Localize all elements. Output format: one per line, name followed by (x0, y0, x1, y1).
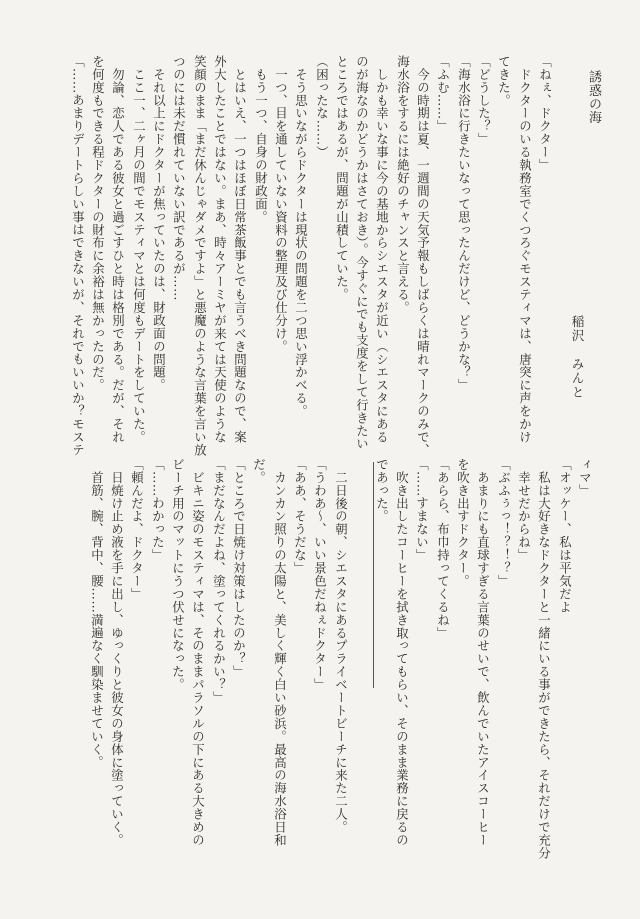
text-line: 「海水浴に行きたいなって思ったんだけど、どうかな？」 (456, 55, 472, 392)
text-line: （困ったな……） (314, 55, 330, 159)
text-line: 「まだなんだよね、塗ってくれるかい？」 (211, 458, 227, 705)
text-line: 「ぶふぅっ！？！？」 (496, 458, 512, 588)
text-line: ビキニ姿のモスティマは、そのままパラソルの下にある大きめの (190, 458, 206, 847)
text-line: 笑顔のまま「まだ休んじゃダメですよ」と悪魔のような言葉を言い放 (192, 55, 208, 457)
text-line: つのには未だ慣れていない訳であるが…… (171, 55, 187, 302)
text-line: ところではあるが、問題が山積していた。 (334, 55, 350, 302)
text-line: ここ一、二ヶ月の間でモスティマとは何度もデートをしていた。 (131, 55, 147, 444)
text-line: を吹き出すドクター。 (455, 458, 471, 588)
text-line: てきた。 (496, 55, 512, 107)
text-line: 「ねぇ、ドクター」 (537, 55, 553, 172)
text-line: 一つ、目を通していない資料の整理及び仕分け。 (273, 55, 289, 353)
text-line: 「うわあ〜、いい景色だねぇドクター」 (312, 458, 328, 692)
text-line: 吹き出したコーヒーを拭き取ってもらい、そのまま業務に戻るの (394, 458, 410, 847)
text-line: 「ああ、そうだな」 (292, 458, 308, 575)
text-line: 二日後の朝、シエスタにあるプライベートビーチに来た二人。 (333, 458, 349, 834)
text-line: 「……すまない」 (414, 458, 430, 562)
text-line: あまりにも直球すぎる言葉のせいで、飲んでいたアイスコーヒー (475, 458, 491, 847)
text-line: 首筋、腕、背中、腰……満遍なく馴染ませていく。 (89, 458, 105, 769)
text-line: ビーチ用のマットにうつ伏せになった。 (170, 458, 186, 692)
text-line: 勿論、恋人である彼女と過ごすひと時は格別である。だが、それ (110, 55, 126, 444)
text-line: ドクターのいる執務室でくつろぐモスティマは、唐突に声をかけ (517, 55, 533, 444)
text-line: 海水浴をするには絶好のチャンスと言える。 (395, 55, 411, 314)
scene-break-divider (373, 462, 374, 688)
text-line: 「……あまりデートらしい事はできないが、それでもいいか？モステ (70, 55, 86, 457)
story-title: 誘惑の海 (586, 70, 601, 125)
text-line: 幸せだからね」 (516, 458, 532, 562)
text-line: 「ふむ……」 (435, 55, 451, 133)
text-line: であった。 (374, 458, 390, 523)
text-line: 「あらら、布巾持ってくるね」 (435, 458, 451, 640)
text-line: ィマ」 (577, 458, 593, 497)
text-line: それ以上にドクターが焦っていたのは、財政面の問題。 (151, 55, 167, 392)
text-line: 「どうした？」 (476, 55, 492, 146)
text-line: しかも幸いな事に今の基地からシエスタが近い（シエスタにある (374, 55, 390, 444)
text-line: のが海なのかどうかはさておき）。今すぐにでも支度をして行きたい (354, 55, 370, 451)
text-line: とはいえ、一つはほぼ日常茶飯事とでも言うべき問題なので、案 (232, 55, 248, 444)
text-line: 「ところで日焼け対策はしたのか？」 (231, 458, 247, 679)
text-line: を何度もできる程ドクターの財布に余裕は無かったのだ。 (90, 55, 106, 392)
text-line: 「オッケー、私は平気だよ (557, 458, 573, 614)
text-line: 「……わかった」 (150, 458, 166, 562)
text-line: カンカン照りの太陽と、美しく輝く白い砂浜。最高の海水浴日和 (272, 458, 288, 847)
text-line: 今の時期は夏、一週間の天気予報もしばらくは晴れマークのみで、 (415, 55, 431, 457)
text-line: 私は大好きなドクターと一緒にいる事ができたら、それだけで充分 (536, 458, 552, 860)
text-line: 日焼け止め液を手に出し、ゆっくりと彼女の身体に塗っていく。 (109, 458, 125, 847)
text-line: もう一つ、自身の財政面。 (253, 55, 269, 224)
text-line: だ。 (251, 458, 267, 484)
text-line: 「頼んだよ、ドクター」 (129, 458, 145, 601)
text-line: そう思いながらドクターは現状の問題を二つ思い浮かべる。 (293, 55, 309, 418)
text-line: 外大したことではない。まあ、時々アーミヤが来ては天使のような (212, 55, 228, 444)
story-author: 稲沢 みんと (569, 315, 585, 400)
